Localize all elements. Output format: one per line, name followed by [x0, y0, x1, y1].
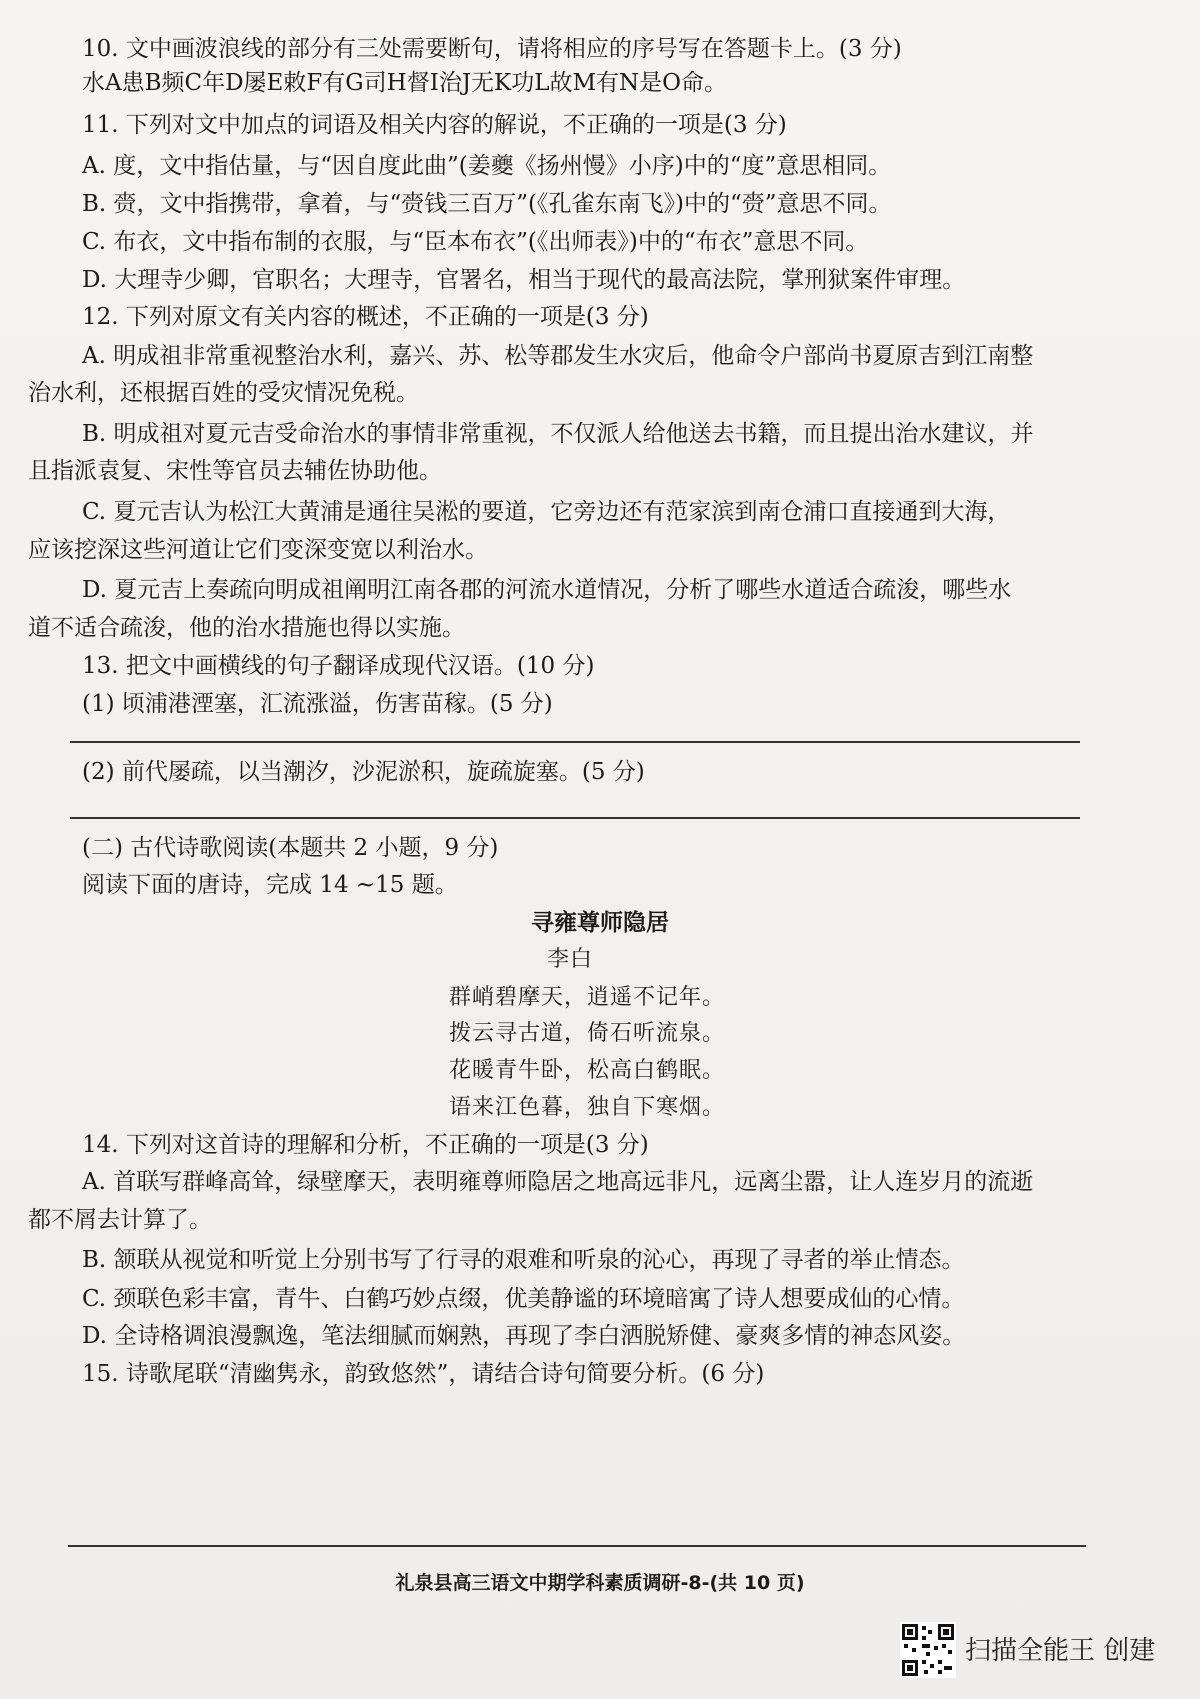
poem-author: 李白 — [547, 947, 594, 972]
page-footer: 礼泉县高三语文中期学科素质调研-8-(共 10 页) — [395, 1572, 805, 1594]
answer-line-13-1 — [70, 741, 1080, 743]
question-15: 15. 诗歌尾联“清幽隽永，韵致悠然”，请结合诗句简要分析。(6 分) — [82, 1361, 765, 1387]
option-14-d: D. 全诗格调浪漫飘逸，笔法细腻而娴熟，再现了李白洒脱矫健、豪爽多情的神态风姿。 — [82, 1323, 966, 1349]
question-13-2: (2) 前代屡疏，以当潮汐，沙泥淤积，旋疏旋塞。(5 分) — [82, 759, 645, 785]
question-11: 11. 下列对文中加点的词语及相关内容的解说，不正确的一项是(3 分) — [82, 112, 787, 138]
option-11-a: A. 度，文中指估量，与“因自度此曲”(姜夔《扬州慢》小序)中的“度”意思相同。 — [82, 153, 892, 179]
option-11-c: C. 布衣，文中指布制的衣服，与“臣本布衣”(《出师表》)中的“布衣”意思不同。 — [82, 229, 869, 255]
scanner-watermark: 扫描全能王 创建 — [965, 1636, 1156, 1666]
qr-code-icon — [900, 1622, 956, 1678]
option-12-d-cont: 道不适合疏浚，他的治水措施也得以实施。 — [28, 615, 465, 641]
option-11-b: B. 赍，文中指携带，拿着，与“赍钱三百万”(《孔雀东南飞》)中的“赍”意思不同。 — [82, 191, 892, 217]
answer-line-15 — [68, 1545, 1086, 1547]
poem-line-2: 拨云寻古道，倚石听流泉。 — [449, 1021, 726, 1046]
option-12-d: D. 夏元吉上奏疏向明成祖阐明江南各郡的河流水道情况，分析了哪些水道适合疏浚，哪些水 — [82, 577, 1012, 603]
option-14-a-cont: 都不屑去计算了。 — [28, 1207, 212, 1233]
question-14: 14. 下列对这首诗的理解和分析，不正确的一项是(3 分) — [82, 1132, 649, 1158]
question-10-text: 水A患B频C年D屡E敕F有G司H督I治J无K功L故M有N是O命。 — [82, 70, 728, 96]
option-12-b-cont: 且指派袁复、宋性等官员去辅佐协助他。 — [28, 458, 442, 484]
poem-line-3: 花暖青牛卧，松高白鹤眠。 — [449, 1058, 726, 1083]
question-12: 12. 下列对原文有关内容的概述，不正确的一项是(3 分) — [82, 304, 649, 330]
option-12-a-cont: 治水利，还根据百姓的受灾情况免税。 — [28, 380, 419, 406]
option-14-b: B. 颔联从视觉和听觉上分别书写了行寻的艰难和听泉的沁心，再现了寻者的举止情态。 — [82, 1247, 965, 1273]
poem-line-1: 群峭碧摩天，逍遥不记年。 — [449, 985, 726, 1010]
section-poetry-heading: (二) 古代诗歌阅读(本题共 2 小题，9 分) — [82, 835, 499, 861]
option-12-c: C. 夏元吉认为松江大黄浦是通往吴淞的要道，它旁边还有范家滨到南仓浦口直接通到大海， — [82, 499, 1011, 525]
question-10: 10. 文中画波浪线的部分有三处需要断句，请将相应的序号写在答题卡上。(3 分) — [82, 36, 902, 62]
option-12-c-cont: 应该挖深这些河道让它们变深变宽以利治水。 — [28, 537, 488, 563]
poem-title: 寻雍尊师隐居 — [531, 910, 669, 936]
question-13: 13. 把文中画横线的句子翻译成现代汉语。(10 分) — [82, 653, 595, 679]
option-14-a: A. 首联写群峰高耸，绿壁摩天，表明雍尊师隐居之地高远非凡，远离尘嚣，让人连岁月的流逝 — [82, 1169, 1034, 1195]
option-14-c: C. 颈联色彩丰富，青牛、白鹤巧妙点缀，优美静谧的环境暗寓了诗人想要成仙的心情。 — [82, 1286, 965, 1312]
option-11-d: D. 大理寺少卿，官职名；大理寺，官署名，相当于现代的最高法院，掌刑狱案件审理。 — [82, 267, 966, 293]
answer-line-13-2 — [70, 817, 1080, 819]
poetry-instruction: 阅读下面的唐诗，完成 14 ~15 题。 — [82, 872, 458, 898]
option-12-b: B. 明成祖对夏元吉受命治水的事情非常重视，不仅派人给他送去书籍，而且提出治水建议，并 — [82, 421, 1034, 447]
poem-line-4: 语来江色暮，独自下寒烟。 — [449, 1095, 726, 1120]
question-13-1: (1) 顷浦港湮塞，汇流涨溢，伤害苗稼。(5 分) — [82, 691, 553, 717]
option-12-a: A. 明成祖非常重视整治水利，嘉兴、苏、松等郡发生水灾后，他命令户部尚书夏原吉到江南整 — [82, 343, 1034, 369]
